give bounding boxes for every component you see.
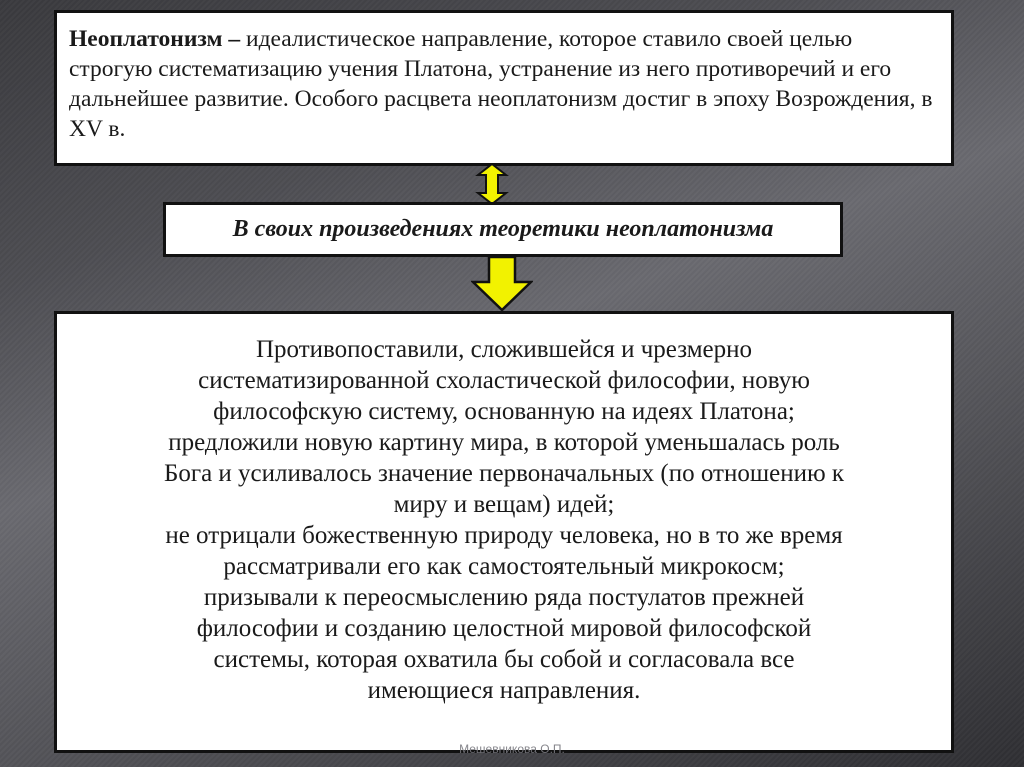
achievement-line: Противопоставили, сложившейся и чрезмерно <box>255 336 753 363</box>
definition-term: Неоплатонизм – <box>69 26 241 52</box>
definition-text: идеалистическое направление, которое ставило своей целью строгую систематизацию учения Платона, устранение из него противоречий и его дальнейшее развитие. Особого расцвета неоплатонизм достиг в эпоху Возрождения, в XV в. <box>69 26 933 142</box>
achievement-line: систематизированной схоластической философии, новую <box>198 367 810 394</box>
author-footer: Мешевникова О.П. <box>459 742 565 756</box>
double-arrow-icon <box>475 163 509 205</box>
achievement-line: рассматривали его как самостоятельный микрокосм; <box>223 553 785 580</box>
connector-box <box>163 202 843 257</box>
connector-label: В своих произведениях теоретики неоплатонизма <box>232 216 774 242</box>
achievement-line: системы, которая охватила бы собой и согласовала все <box>213 646 795 673</box>
achievement-line: Бога и усиливалось значение первоначальных (по отношению к <box>163 460 845 487</box>
definition-box <box>54 10 954 166</box>
achievement-line: призывали к переосмыслению ряда постулатов прежней <box>203 584 805 611</box>
achievement-line: предложили новую картину мира, в которой уменьшалась роль <box>168 429 840 456</box>
achievement-line: миру и вещам) идей; <box>393 491 615 518</box>
achievement-line: имеющиеся направления. <box>367 677 641 704</box>
achievements-box <box>54 311 954 753</box>
down-arrow-icon <box>471 256 533 312</box>
achievement-line: философии и созданию целостной мировой философской <box>196 615 812 642</box>
achievement-line: не отрицали божественную природу человека, но в то же время <box>165 522 843 549</box>
achievement-line: философскую систему, основанную на идеях Платона; <box>213 398 795 425</box>
